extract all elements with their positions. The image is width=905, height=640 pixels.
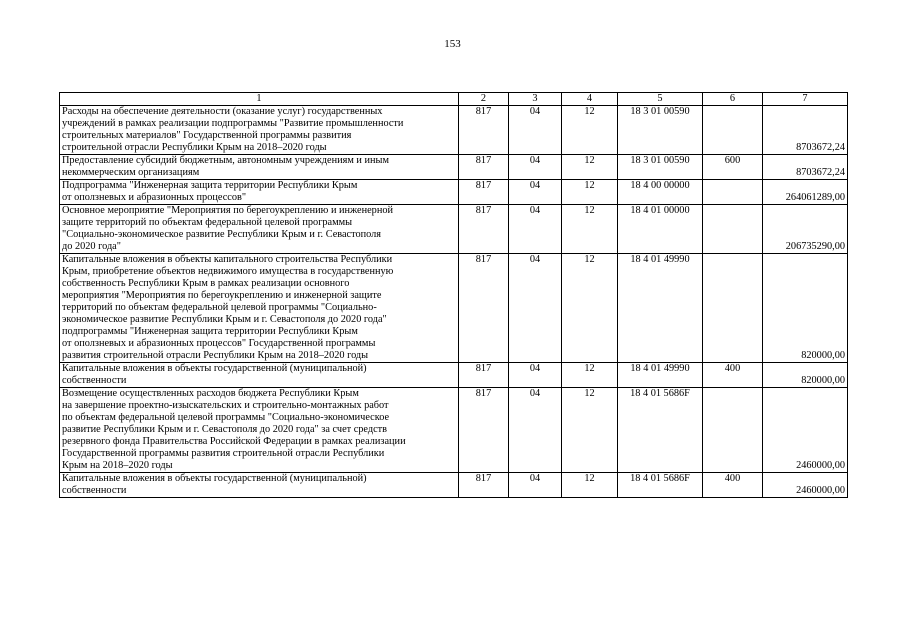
row-description: Капитальные вложения в объекты государственной (муниципальной) собственности (60, 473, 459, 498)
row-ministry-code: 817 (459, 388, 509, 473)
row-target-article: 18 4 01 49990 (618, 254, 703, 363)
row-subsection-code: 12 (562, 180, 618, 205)
row-section-code: 04 (509, 155, 562, 180)
row-amount: 820000,00 (763, 254, 848, 363)
row-subsection-code: 12 (562, 106, 618, 155)
header-col-1: 1 (60, 93, 459, 106)
row-description: Подпрограмма "Инженерная защита территории Республики Крым от оползневых и абразионных процессов" (60, 180, 459, 205)
table-row (60, 106, 848, 155)
table-row (60, 180, 848, 205)
row-target-article: 18 4 01 5686F (618, 473, 703, 498)
row-subsection-code: 12 (562, 205, 618, 254)
row-expense-type (703, 254, 763, 363)
row-description: Возмещение осуществленных расходов бюджета Республики Крым на завершение проектно-изыскательских и строительно-монтажных работ по объектам федеральной целевой программы "Социально-экономическое развитие Республики Крым и г. Севастополя до 2020 года" за счет средств резервного фонда Правительства Российской Федерации в рамках реализации Государственной программы развития строительной отрасли Республики Крым на 2018–2020 годы (60, 388, 459, 473)
header-col-5: 5 (618, 93, 703, 106)
row-target-article: 18 4 01 5686F (618, 388, 703, 473)
row-description: Капитальные вложения в объекты государственной (муниципальной) собственности (60, 363, 459, 388)
table-row (60, 388, 848, 473)
row-subsection-code: 12 (562, 254, 618, 363)
row-expense-type: 400 (703, 363, 763, 388)
row-ministry-code: 817 (459, 473, 509, 498)
row-section-code: 04 (509, 205, 562, 254)
row-amount: 820000,00 (763, 363, 848, 388)
header-col-3: 3 (509, 93, 562, 106)
table-header-row (60, 93, 848, 106)
row-expense-type (703, 180, 763, 205)
budget-table (59, 92, 848, 498)
row-section-code: 04 (509, 254, 562, 363)
header-col-2: 2 (459, 93, 509, 106)
row-target-article: 18 3 01 00590 (618, 106, 703, 155)
row-target-article: 18 4 01 00000 (618, 205, 703, 254)
row-ministry-code: 817 (459, 254, 509, 363)
row-expense-type: 400 (703, 473, 763, 498)
row-section-code: 04 (509, 388, 562, 473)
row-description: Расходы на обеспечение деятельности (оказание услуг) государственных учреждений в рамках реализации подпрограммы "Развитие промышленности строительных материалов" Государственной программы развития строительной отрасли Республики Крым на 2018–2020 годы (60, 106, 459, 155)
row-target-article: 18 4 01 49990 (618, 363, 703, 388)
header-col-7: 7 (763, 93, 848, 106)
row-ministry-code: 817 (459, 180, 509, 205)
table-row (60, 473, 848, 498)
row-target-article: 18 3 01 00590 (618, 155, 703, 180)
row-section-code: 04 (509, 106, 562, 155)
row-target-article: 18 4 00 00000 (618, 180, 703, 205)
table-row (60, 155, 848, 180)
row-description: Основное мероприятие "Мероприятия по берегоукреплению и инженерной защите территорий по объектам федеральной целевой программы "Социально-экономическое развитие Республики Крым и г. Севастополя до 2020 года" (60, 205, 459, 254)
row-amount: 206735290,00 (763, 205, 848, 254)
page-number: 153 (444, 38, 461, 50)
row-section-code: 04 (509, 180, 562, 205)
row-expense-type (703, 205, 763, 254)
row-expense-type: 600 (703, 155, 763, 180)
table-row (60, 363, 848, 388)
row-description: Предоставление субсидий бюджетным, автономным учреждениям и иным некоммерческим организациям (60, 155, 459, 180)
row-amount: 2460000,00 (763, 473, 848, 498)
row-subsection-code: 12 (562, 388, 618, 473)
row-ministry-code: 817 (459, 155, 509, 180)
header-col-4: 4 (562, 93, 618, 106)
row-ministry-code: 817 (459, 106, 509, 155)
row-ministry-code: 817 (459, 205, 509, 254)
header-col-6: 6 (703, 93, 763, 106)
table-row (60, 205, 848, 254)
row-amount: 264061289,00 (763, 180, 848, 205)
row-section-code: 04 (509, 473, 562, 498)
row-amount: 8703672,24 (763, 106, 848, 155)
row-subsection-code: 12 (562, 363, 618, 388)
table-row (60, 254, 848, 363)
row-amount: 8703672,24 (763, 155, 848, 180)
row-section-code: 04 (509, 363, 562, 388)
row-subsection-code: 12 (562, 155, 618, 180)
row-amount: 2460000,00 (763, 388, 848, 473)
row-subsection-code: 12 (562, 473, 618, 498)
row-expense-type (703, 106, 763, 155)
row-description: Капитальные вложения в объекты капитального строительства Республики Крым, приобретение объектов недвижимого имущества в государственную собственность Республики Крым в рамках реализации основного мероприятия "Мероприятия по берегоукреплению и инженерной защите территорий по объектам федеральной целевой программы "Социально- экономическое развитие Республики Крым и г. Севастополя до 2020 года" подпрограммы "Инженерная защита территории Республики Крым от оползневых и абразионных процессов" Государственной программы развития строительной отрасли Республики Крым на 2018–2020 годы (60, 254, 459, 363)
row-ministry-code: 817 (459, 363, 509, 388)
row-expense-type (703, 388, 763, 473)
